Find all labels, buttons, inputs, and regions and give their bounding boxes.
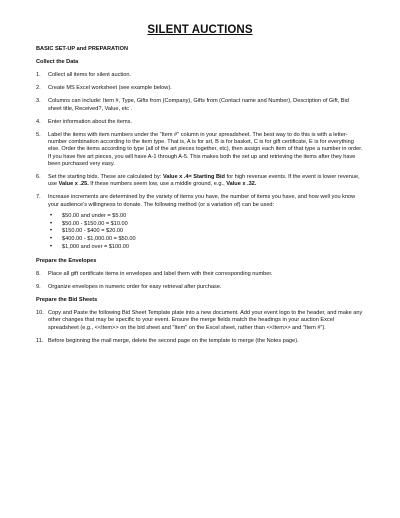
list-item [36,85,364,92]
increment-text: $150.00 - $400 = $20.00 [62,228,124,235]
list-item [36,119,364,126]
item-text: Collect all items for silent auction. [48,72,132,78]
item-number: 9. [36,284,41,291]
item-number: 2. [36,85,41,92]
section-heading: BASIC SET-UP and PREPARATION [36,46,128,52]
increment-item [50,213,364,221]
item-text [48,174,364,188]
subheading-collect: Collect the Data [36,59,79,65]
increment-item [50,221,364,229]
increment-text: $1,000 and over = $100.00 [62,244,130,251]
list-item [36,98,364,112]
item-text: Enter information about the items. [48,118,132,125]
increment-item [50,236,364,244]
formula-middle: Value x .32. [226,181,257,188]
item-text-part: Set the starting bids. These are calculated by: [48,174,163,181]
item-number: 5. [36,132,41,139]
list-item [36,338,364,345]
item-text: Create MS Excel worksheet (see example below). [48,85,172,92]
item-text: Increase increments are determined by the variety of items you have, the number of items you have, and how well you know your audience's willingness to donate. The following method (or a variation of) can be used: [48,194,356,208]
list-item [36,132,364,168]
bullet-icon: • [50,228,53,235]
increment-item [50,244,364,252]
item-text: Label the items with item numbers under the "Item #" column in your spreadsheet. The best way to do this is with a letter-number combination according to the item type. That is, A is for art, B is for basket, C is for gift certificate, E is for everything else. Order the items according to type (all of the art pieces together, etc), then assign each item of that type a number in order. If you have five art pieces, you will have A-1 through A-5. This makes both the set up and retrieving the items after they have been purchased very easy. [48,132,363,167]
item-text: Columns can include: Item #, Type, Gifts from (Company), Gifts from (Contact name and Number), Description of Gift, Bid sheet title, Received?, Value, etc . [48,98,349,112]
subheading-envelopes: Prepare the Envelopes [36,257,97,264]
item-number: 11. [36,337,44,344]
subheading-bidsheets: Prepare the Bid Sheets [36,297,98,304]
list-item [36,284,364,291]
bullet-icon: • [50,244,53,251]
list-item [36,310,364,332]
item-text-part: If these numbers seem low, use a middle ground, e.g., [88,181,227,188]
increment-text: $400.00 - $1,000.00 = $50.00 [62,236,136,243]
item-number: 1. [36,72,41,78]
bullet-icon: • [50,236,53,243]
list-item [36,174,364,188]
item-text: Copy and Paste the following Bid Sheet Template plate into a new document. Add your event logo to the header, and make any other changes that may be specific to your event. Ensure the merge fields match the headings in your auction Excel spreadsheet (e.g., <<Item>> on the bid sheet and "Item" on the Excel sheet, rather than <<Item>> and "Item #"). [48,310,363,331]
item-number: 6. [36,174,41,181]
increment-item [50,228,364,236]
item-text-part: for high revenue events. If the event is lower revenue, use [48,174,360,188]
bullet-icon: • [50,220,53,227]
item-text: Place all gift certificate items in envelopes and label them with their corresponding number. [48,270,273,277]
increment-list [50,213,364,252]
list-item [36,72,364,79]
list-item [36,271,364,278]
formula-low: Value x .25. [58,181,89,188]
bullet-icon: • [50,212,53,219]
item-number: 4. [36,118,41,125]
item-number: 3. [36,98,41,105]
increment-text: $50.00 and under = $5.00 [62,212,127,219]
increment-text: $50.00 - $150.00 = $10.00 [62,220,128,227]
formula-high: Value x .4= Starting Bid [162,174,225,181]
item-number: 10. [36,310,44,317]
list-item [36,194,364,208]
item-text: Organize envelopes in numeric order for easy retrieval after purchase. [48,284,222,291]
item-number: 8. [36,270,41,277]
page-title: SILENT AUCTIONS [147,24,253,36]
item-text: Before beginning the mail merge, delete the second page on the template to merge (the Notes page). [48,337,299,344]
item-number: 7. [36,194,41,201]
